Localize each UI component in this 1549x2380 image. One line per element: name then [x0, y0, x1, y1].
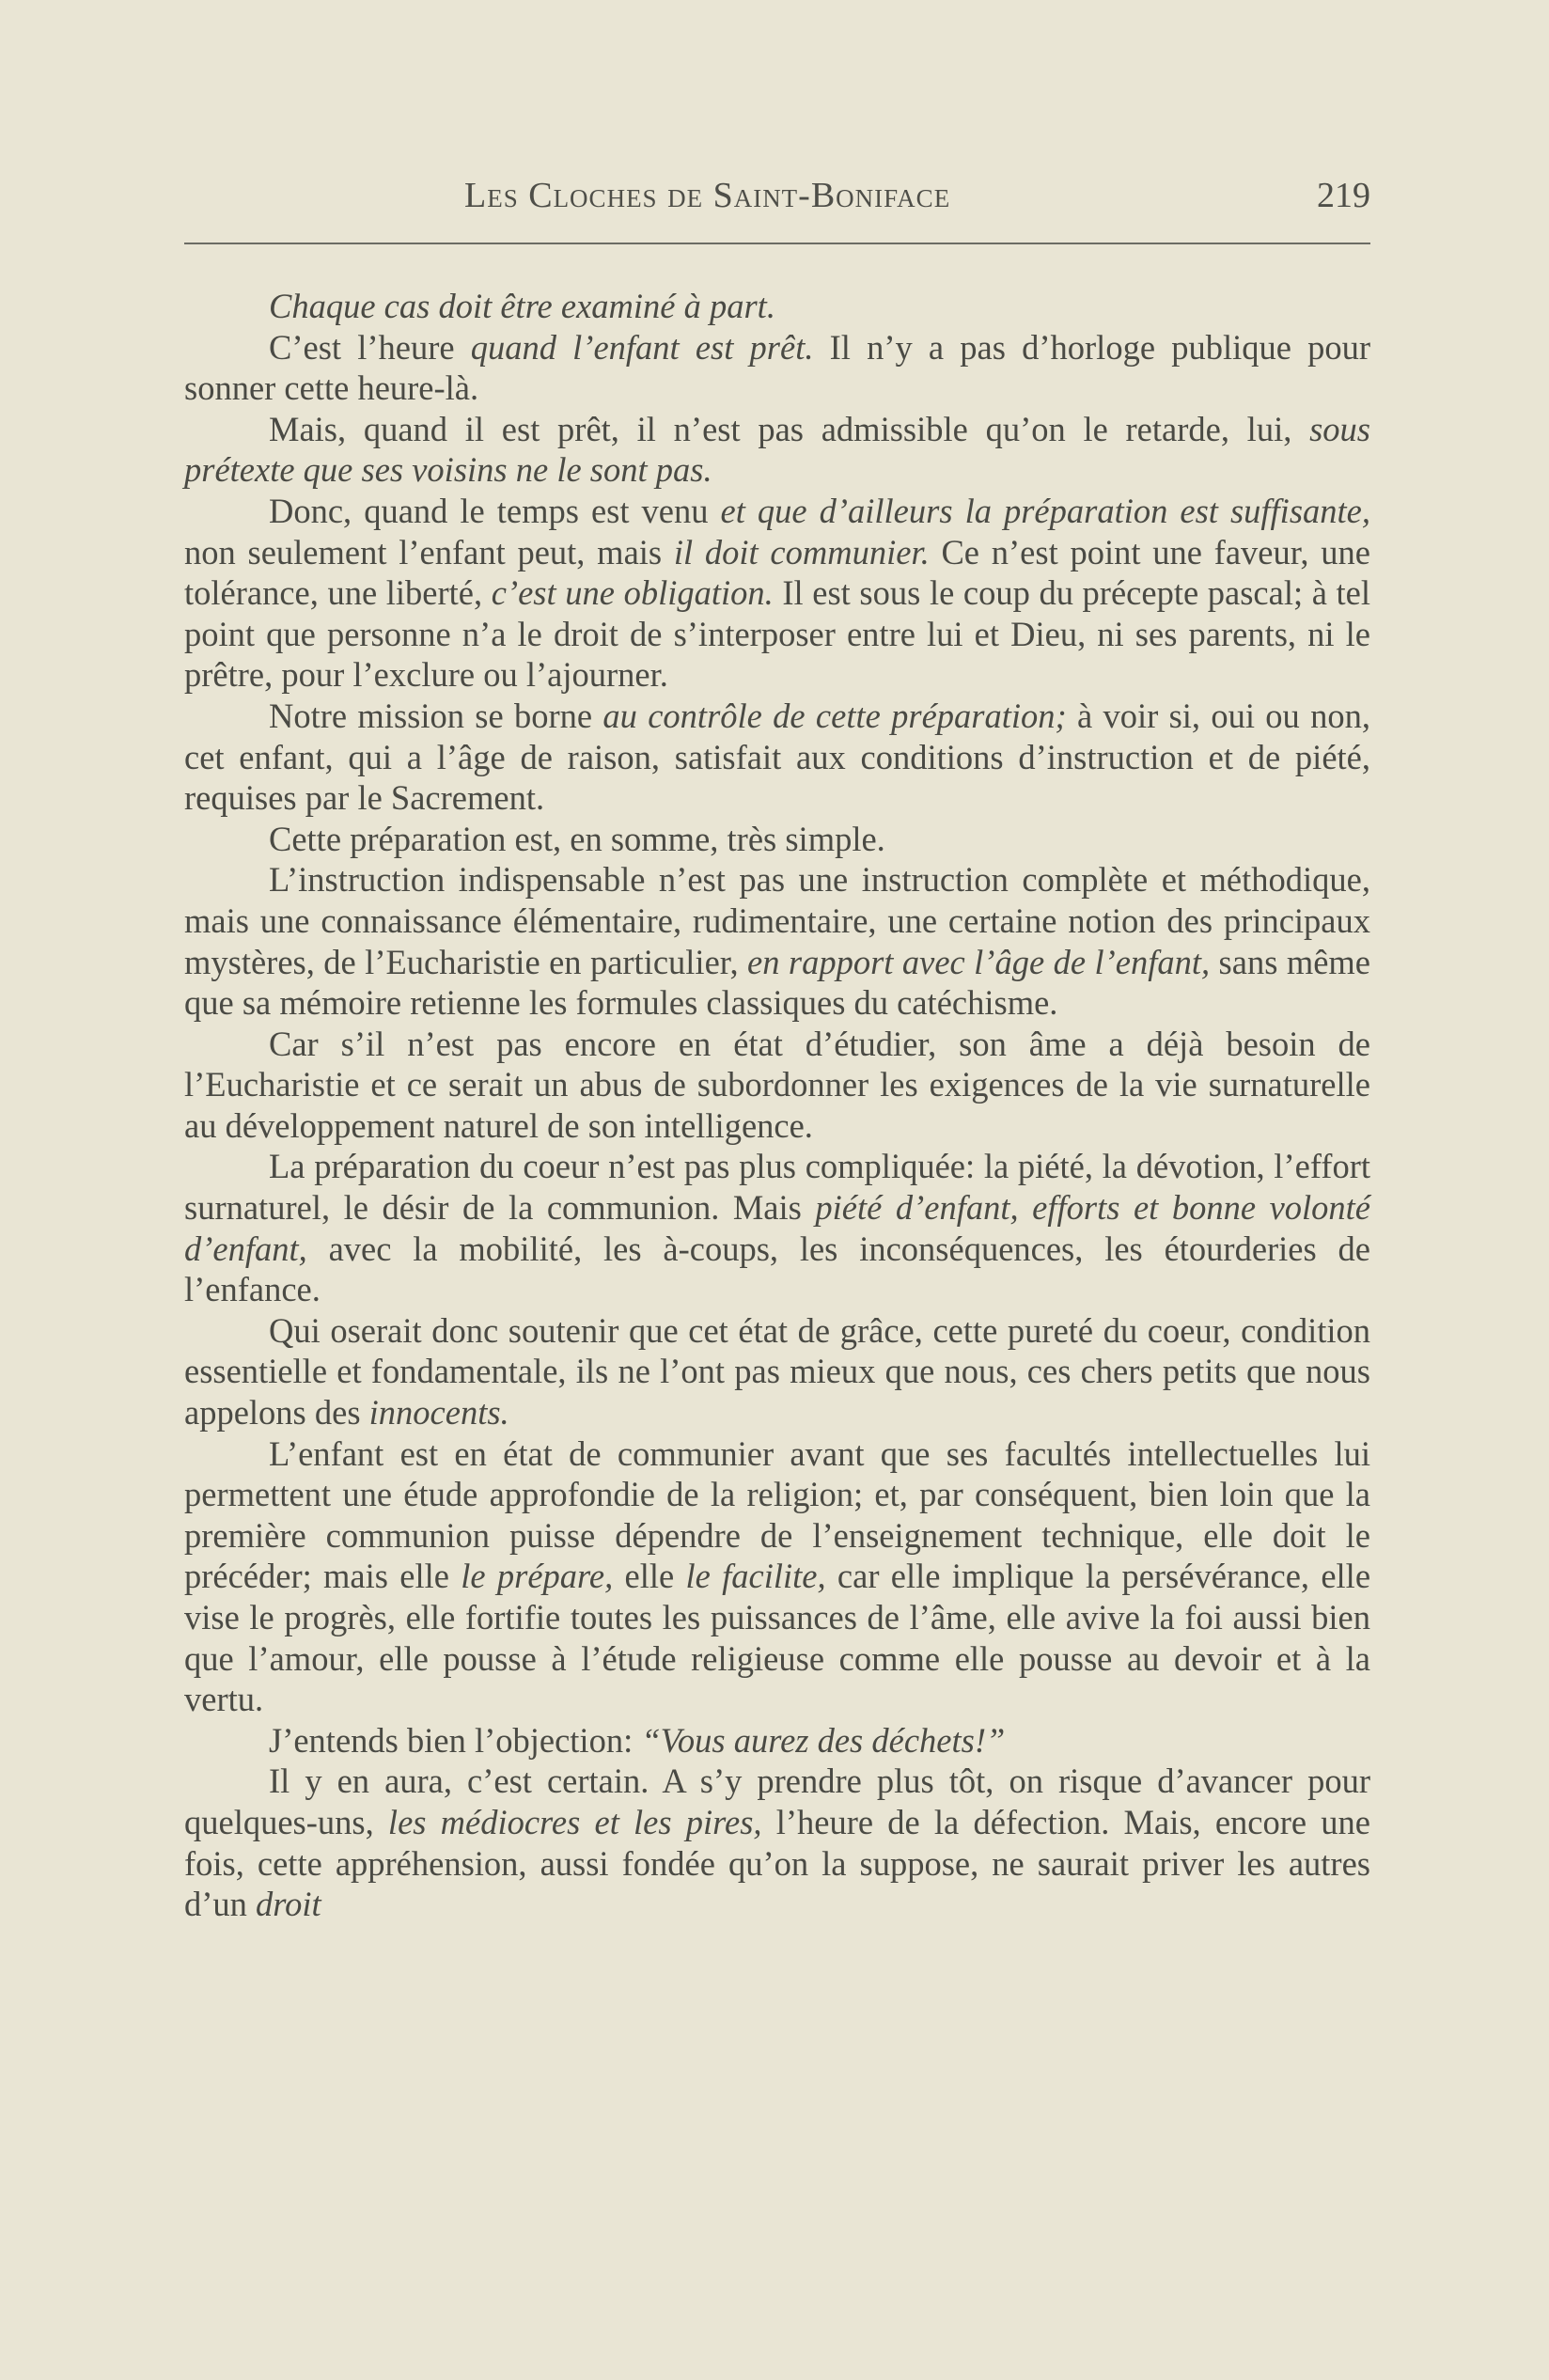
- italic-text-run: c’est une obligation.: [491, 573, 774, 613]
- running-title: Les Cloches de Saint-Boniface: [464, 176, 951, 215]
- paragraph: [184, 819, 1370, 860]
- paragraph: [184, 409, 1370, 491]
- italic-text-run: et que d’ailleurs la préparation est suffisante,: [720, 491, 1370, 530]
- italic-text-run: innocents.: [368, 1393, 509, 1433]
- text-run: L’instruction indispensable n’est pas une instruction complète et méthodique, mais une connaissance élémentaire, rudimentaire, une certaine notion des principaux mystères, de l’Eucharistie en particulier,: [184, 860, 1370, 981]
- text-run: La préparation du coeur n’est pas plus compliquée: la piété, la dévotion, l’effort surnaturel, le désir de la communion. Mais: [184, 1147, 1370, 1228]
- italic-text-run: droit: [256, 1885, 321, 1924]
- text-run: L’enfant est en état de communier avant que ses facultés intellectuelles lui permettent une étude approfondie de la religion; et, par conséquent, bien loin que la première communion puisse dépendre de l’enseignement technique, elle doit le précéder; mais elle: [184, 1433, 1370, 1596]
- paragraph: [184, 327, 1370, 409]
- italic-text-run: sous prétexte que ses voisins ne le sont pas.: [184, 409, 1370, 490]
- paragraph: [184, 1433, 1370, 1720]
- text-run: Cette préparation est, en somme, très simple.: [269, 819, 885, 858]
- text-run: Il n’y a pas d’horloge publique pour sonner cette heure-là.: [184, 327, 1370, 408]
- italic-text-run: les médiocres et les pires,: [387, 1802, 762, 1841]
- text-run: J’entends bien l’objection:: [269, 1720, 642, 1760]
- italic-text-run: le facilite,: [685, 1557, 826, 1596]
- italic-text-run: il doit communier.: [673, 532, 930, 572]
- text-run: sans même que sa mémoire retienne les formules classiques du catéchisme.: [184, 942, 1371, 1023]
- text-run: l’heure de la défection. Mais, encore une fois, cette appréhension, aussi fondée qu’on la suppose, ne saurait priver les autres d’un: [184, 1802, 1371, 1924]
- page-header: [184, 169, 1370, 244]
- paragraph: [184, 1024, 1370, 1147]
- paragraph: [184, 1761, 1370, 1924]
- text-run: Donc, quand le temps est venu: [269, 491, 721, 530]
- text-run: C’est l’heure: [269, 327, 471, 367]
- text-run: Qui oserait donc soutenir que cet état de grâce, cette pureté du coeur, condition essentielle et fondamentale, ils ne l’ont pas mieux que nous, ces chers petits que nous appelons des: [184, 1310, 1370, 1433]
- text-run: car elle implique la persévérance, elle vise le progrès, elle fortifie toutes les puissances de l’âme, elle avive la foi aussi bien que l’amour, elle pousse à l’étude religieuse comme elle pousse au devoir et à la vertu.: [184, 1557, 1371, 1719]
- paragraph: [184, 286, 1370, 327]
- text-run: Mais, quand il est prêt, il n’est pas admissible qu’on le retarde, lui,: [269, 409, 1310, 448]
- text-run: elle: [613, 1557, 686, 1596]
- italic-text-run: en rapport avec l’âge de l’enfant,: [747, 942, 1211, 981]
- italic-text-run: “Vous aurez des déchets!”: [641, 1720, 1006, 1760]
- text-run: Notre mission se borne: [269, 696, 603, 735]
- italic-text-run: au contrôle de cette préparation;: [602, 696, 1067, 735]
- italic-text-run: quand l’enfant est prêt.: [470, 327, 814, 367]
- paragraph: [184, 859, 1370, 1023]
- text-run: Il y en aura, c’est certain. A s’y prendre plus tôt, on risque d’avancer pour quelques-uns,: [184, 1762, 1370, 1841]
- body-text: [184, 286, 1370, 1925]
- paragraph: [184, 696, 1370, 819]
- italic-text-run: le prépare,: [461, 1557, 614, 1596]
- text-run: Car s’il n’est pas encore en état d’étudier, son âme a déjà besoin de l’Eucharistie et ce serait un abus de subordonner les exigences de la vie surnaturelle au développement naturel de son intelligence.: [184, 1024, 1370, 1145]
- text-run: avec la mobilité, les à-coups, les inconséquences, les étourderies de l’enfance.: [184, 1229, 1370, 1309]
- paragraph: [184, 1310, 1370, 1433]
- paragraph: [184, 1720, 1370, 1762]
- italic-text-run: piété d’enfant, efforts et bonne volonté d’enfant,: [184, 1188, 1371, 1268]
- italic-text-run: Chaque cas doit être examiné à part.: [269, 287, 775, 325]
- text-run: Il est sous le coup du précepte pascal; à tel point que personne n’a le droit de s’interposer entre lui et Dieu, ni ses parents, ni le prêtre, pour l’exclure ou l’ajourner.: [184, 573, 1370, 695]
- text-run: non seulement l’enfant peut, mais: [184, 532, 674, 572]
- header-rule: [184, 243, 1370, 244]
- text-run: Ce n’est point une faveur, une tolérance, une liberté,: [184, 532, 1370, 613]
- paragraph: [184, 491, 1370, 696]
- page-number: 219: [1317, 176, 1370, 215]
- text-run: à voir si, oui ou non, cet enfant, qui a l’âge de raison, satisfait aux conditions d’instruction et de piété, requises par le Sacrement.: [184, 696, 1370, 818]
- paragraph: [184, 1146, 1370, 1309]
